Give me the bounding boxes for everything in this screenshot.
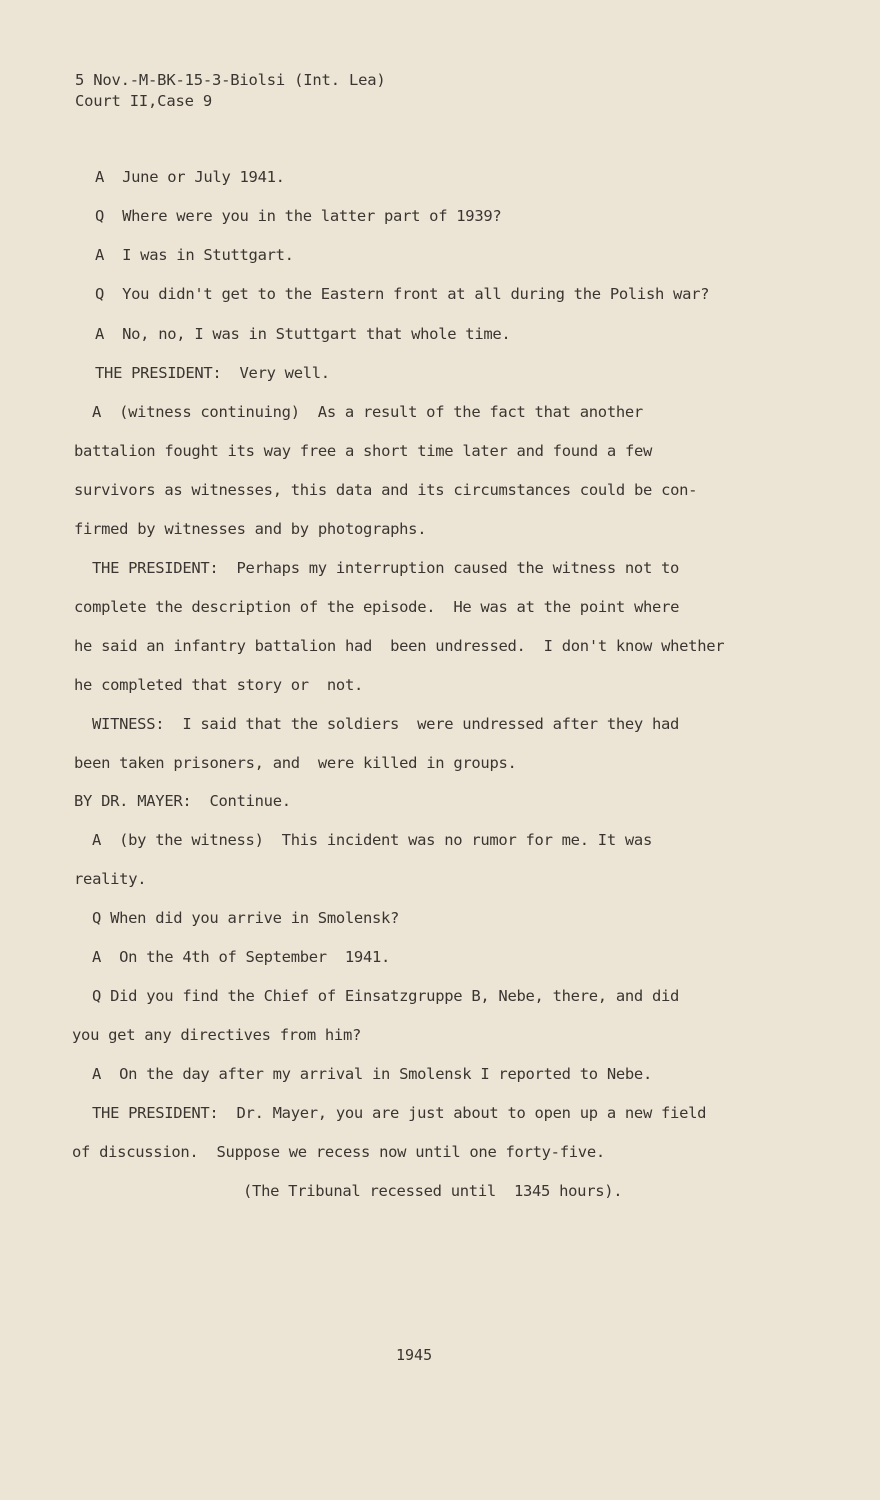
transcript-line: A On the 4th of September 1941.: [92, 948, 391, 966]
transcript-line: THE PRESIDENT: Dr. Mayer, you are just about to open up a new field: [92, 1104, 707, 1122]
transcript-line: Q Did you find the Chief of Einsatzgruppe B, Nebe, there, and did: [92, 987, 680, 1005]
transcript-line: firmed by witnesses and by photographs.: [74, 520, 427, 538]
transcript-line: complete the description of the episode. He was at the point where: [74, 598, 680, 616]
transcript-line: BY DR. MAYER: Continue.: [74, 792, 291, 810]
transcript-line: A I was in Stuttgart.: [95, 246, 294, 264]
document-header: [75, 70, 385, 112]
transcript-line: A No, no, I was in Stuttgart that whole time.: [95, 325, 511, 343]
transcript-line: Q You didn't get to the Eastern front at all during the Polish war?: [95, 285, 710, 303]
transcript-line: WITNESS: I said that the soldiers were undressed after they had: [92, 715, 680, 733]
transcript-line: A June or July 1941.: [95, 168, 285, 186]
transcript-line: THE PRESIDENT: Very well.: [95, 364, 330, 382]
transcript-line: A On the day after my arrival in Smolensk I reported to Nebe.: [92, 1065, 652, 1083]
transcript-line: been taken prisoners, and were killed in groups.: [74, 754, 517, 772]
transcript-line: (The Tribunal recessed until 1345 hours).: [243, 1182, 623, 1200]
header-line-2: Court II,Case 9: [75, 92, 212, 110]
transcript-line: Q When did you arrive in Smolensk?: [92, 909, 400, 927]
transcript-line: of discussion. Suppose we recess now until one forty-five.: [72, 1143, 605, 1161]
transcript-line: THE PRESIDENT: Perhaps my interruption caused the witness not to: [92, 559, 680, 577]
transcript-line: he said an infantry battalion had been undressed. I don't know whether: [74, 637, 725, 655]
transcript-line: A (witness continuing) As a result of the fact that another: [92, 403, 643, 421]
transcript-line: Q Where were you in the latter part of 1939?: [95, 207, 502, 225]
page-number: 1945: [396, 1346, 433, 1364]
transcript-line: he completed that story or not.: [74, 676, 364, 694]
transcript-line: you get any directives from him?: [72, 1026, 362, 1044]
transcript-line: reality.: [74, 870, 147, 888]
transcript-line: battalion fought its way free a short time later and found a few: [74, 442, 653, 460]
header-line-1: 5 Nov.-M-BK-15-3-Biolsi (Int. Lea): [75, 71, 386, 89]
transcript-line: survivors as witnesses, this data and its circumstances could be con-: [74, 481, 698, 499]
transcript-line: A (by the witness) This incident was no rumor for me. It was: [92, 831, 652, 849]
